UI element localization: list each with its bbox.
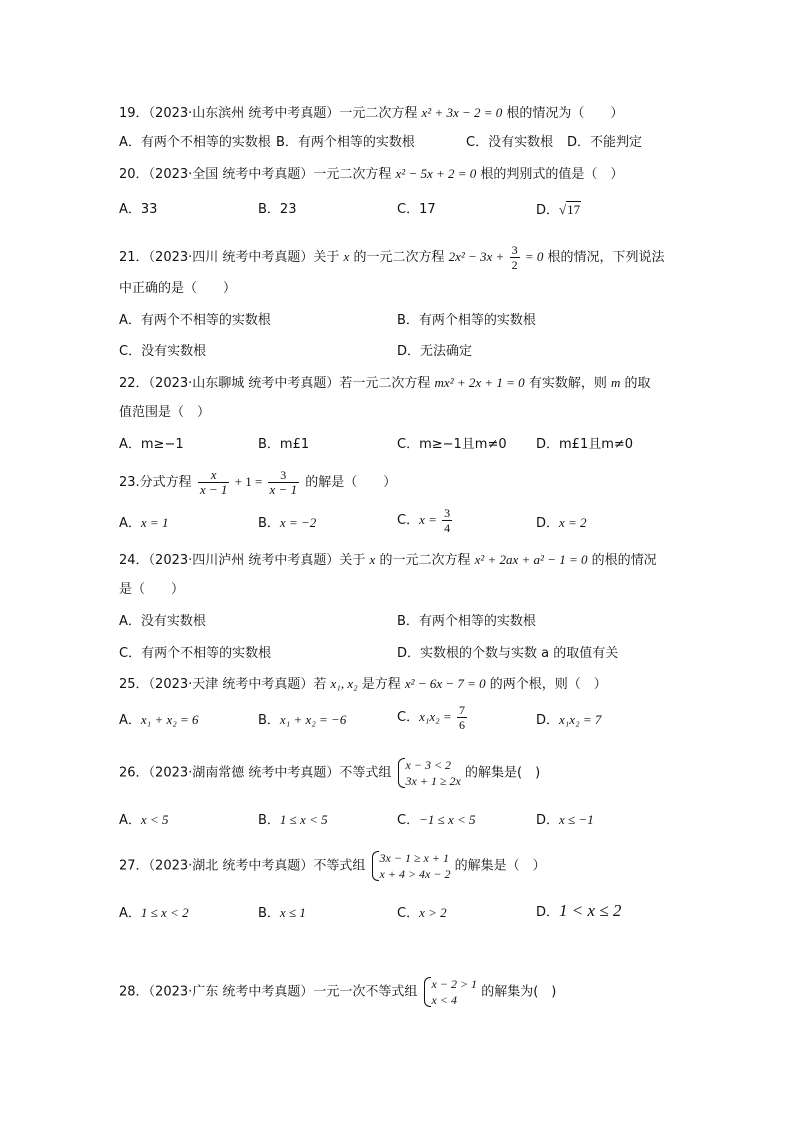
q26-option-b[interactable]: B．1 ≤ x < 5 — [258, 812, 328, 828]
q19-option-a[interactable]: A．有两个不相等的实数根 — [119, 135, 271, 150]
q26-option-c[interactable]: C．−1 ≤ x < 5 — [397, 812, 476, 828]
q24-option-b[interactable]: B．有两个相等的实数根 — [397, 614, 536, 629]
inequality-system-26: x − 3 < 2 3x + 1 ≥ 2x — [396, 757, 461, 789]
q25-option-d[interactable]: D．x₁x₂ = 7 — [536, 712, 602, 728]
question-28-stem: 28．（2023·广东 统考中考真题）一元一次不等式组 x − 2 > 1 x < 4 的解集为( ) — [119, 977, 557, 1007]
q20-option-d[interactable]: D．√17 — [536, 202, 581, 218]
fraction-x-over-x-minus-1: $\frac{x}{x - 1}$ — [199, 467, 228, 497]
fraction-7-6: $\frac{7}{6}$ — [458, 703, 465, 732]
q19-option-b[interactable]: B．有两个相等的实数根 — [276, 135, 415, 150]
question-20-stem: 20．（2023·全国 统考中考真题）一元二次方程 x² − 5x + 2 = 0 根的判别式的值是（ ） — [119, 166, 624, 182]
q22-option-c[interactable]: C．m≥−1且m≠0 — [397, 437, 507, 452]
q26-option-a[interactable]: A．x < 5 — [119, 812, 169, 828]
q25-option-a[interactable]: A．x₁ + x₂ = 6 — [119, 712, 199, 728]
question-26-stem: 26．（2023·湖南常德 统考中考真题）不等式组 x − 3 < 2 3x + 1 ≥ 2x 的解集是( ) — [119, 758, 541, 788]
inequality-system-27: 3x − 1 ≥ x + 1 x + 4 > 4x − 2 — [370, 850, 451, 882]
fraction-3-4: $\frac{3}{4}$ — [444, 506, 451, 535]
q23-option-b[interactable]: B．x = −2 — [258, 515, 317, 531]
q22-option-b[interactable]: B．m£1 — [258, 437, 310, 452]
q21-option-a[interactable]: A．有两个不相等的实数根 — [119, 313, 271, 328]
q24-option-d[interactable]: D．实数根的个数与实数 a 的取值有关 — [397, 646, 619, 661]
q23-option-d[interactable]: D．x = 2 — [536, 515, 587, 531]
q20-option-a[interactable]: A．33 — [119, 202, 158, 217]
question-25-stem: 25．（2023·天津 统考中考真题）若 x₁, x₂ 是方程 x² − 6x − 7 = 0 的两个根，则（ ） — [119, 676, 607, 692]
q26-option-d[interactable]: D．x ≤ −1 — [536, 812, 594, 828]
question-21-line2: 中正确的是（ ） — [119, 281, 237, 296]
q19-option-d[interactable]: D．不能判定 — [567, 135, 643, 150]
q21-option-d[interactable]: D．无法确定 — [397, 344, 473, 359]
q27-option-d[interactable]: D．1 < x ≤ 2 — [536, 901, 622, 920]
fraction-3-2: $\frac{3}{2}$ — [511, 243, 518, 272]
q23-option-c[interactable]: C．x = $\frac{3}{4}$ — [397, 506, 451, 535]
question-22-line2: 值范围是（ ） — [119, 405, 211, 420]
inequality-system-28: x − 2 > 1 x < 4 — [422, 976, 478, 1008]
q24-option-c[interactable]: C．有两个不相等的实数根 — [119, 646, 272, 661]
question-24-line2: 是（ ） — [119, 582, 185, 597]
q23-option-a[interactable]: A．x = 1 — [119, 515, 169, 531]
q20-option-c[interactable]: C．17 — [397, 202, 436, 217]
q19-option-c[interactable]: C．没有实数根 — [466, 135, 554, 150]
sqrt-17: √17 — [559, 202, 581, 217]
q25-option-b[interactable]: B．x₁ + x₂ = −6 — [258, 712, 347, 728]
question-22-stem: 22．（2023·山东聊城 统考中考真题）若一元二次方程 mx² + 2x + 1 = 0 有实数解，则 m 的取 — [119, 375, 651, 391]
q21-option-b[interactable]: B．有两个相等的实数根 — [397, 313, 536, 328]
q22-option-a[interactable]: A．m≥−1 — [119, 437, 184, 452]
question-21-stem: 21．（2023·四川 统考中考真题）关于 x 的一元二次方程 2x² − 3x + $\frac{3}{2}$ = 0 根的情况，下列说法 — [119, 243, 665, 272]
q27-option-b[interactable]: B．x ≤ 1 — [258, 905, 306, 921]
question-19-stem: 19．（2023·山东滨州 统考中考真题）一元二次方程 x² + 3x − 2 = 0 根的情况为（ ） — [119, 105, 624, 121]
q27-option-a[interactable]: A．1 ≤ x < 2 — [119, 905, 189, 921]
q21-option-c[interactable]: C．没有实数根 — [119, 344, 207, 359]
q24-option-a[interactable]: A．没有实数根 — [119, 614, 206, 629]
question-24-stem: 24．（2023·四川泸州 统考中考真题）关于 x 的一元二次方程 x² + 2ax + a² − 1 = 0 的根的情况 — [119, 552, 657, 568]
fraction-3-over-x-minus-1: $\frac{3}{x - 1}$ — [269, 468, 298, 497]
q20-option-b[interactable]: B．23 — [258, 202, 297, 217]
q27-option-c[interactable]: C．x > 2 — [397, 905, 447, 921]
q25-option-c[interactable]: C．x₁x₂ = $\frac{7}{6}$ — [397, 703, 465, 732]
question-23-stem: 23.分式方程 $\frac{x}{x - 1}$ + 1 = $\frac{3}{x - 1}$ 的解是（ ） — [119, 467, 397, 497]
q22-option-d[interactable]: D．m£1且m≠0 — [536, 437, 634, 452]
question-27-stem: 27．（2023·湖北 统考中考真题）不等式组 3x − 1 ≥ x + 1 x + 4 > 4x − 2 的解集是（ ） — [119, 851, 546, 881]
